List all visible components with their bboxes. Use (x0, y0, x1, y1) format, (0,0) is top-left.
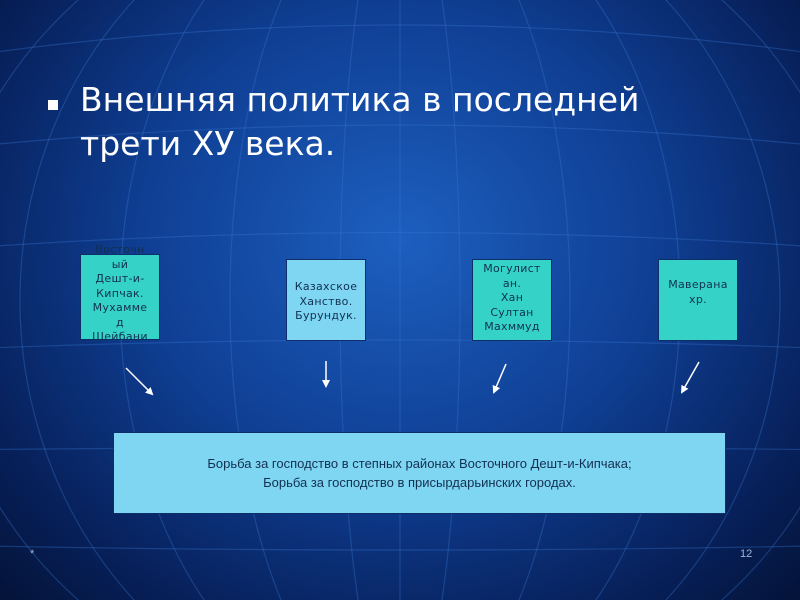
box-line: Бурундук. (295, 309, 357, 322)
box-line: Султан (490, 305, 534, 319)
box-line: д (116, 315, 124, 329)
box-line: Казахское (294, 280, 358, 293)
box-maverannahr (658, 259, 738, 341)
slide-title (80, 78, 640, 166)
bullet-square-icon (48, 100, 58, 110)
box-line: Могулист (483, 262, 541, 275)
box-line: Кипчак. (96, 286, 144, 300)
box-kazakh-khanate (286, 259, 366, 341)
box-moghulistan (472, 259, 552, 341)
result-box (113, 432, 726, 514)
box-line: Мухамме (92, 301, 148, 314)
box-line: Хан (500, 291, 524, 304)
box-line: Восточн (95, 243, 145, 256)
result-line-1: Борьба за господство в степных районах Восточного Дешт-и-Кипчака; (207, 456, 632, 471)
footer-mark: * (30, 548, 35, 560)
box-line: Дешт-и- (95, 272, 145, 285)
slide-title-line-1: Внешняя политика в последней (80, 80, 640, 119)
box-line: Шейбани (92, 330, 148, 343)
box-line: ан. (502, 276, 522, 290)
box-line: Ханство. (299, 294, 353, 308)
box-line: Махммуд (484, 320, 540, 333)
box-line: хр. (689, 292, 707, 306)
result-line-2: Борьба за господство в присырдарьинских городах. (263, 475, 576, 490)
box-line: Маверана (668, 278, 728, 291)
box-east-desht-i-kipchak (80, 243, 160, 343)
page-number: 12 (740, 548, 753, 560)
box-line: ый (111, 257, 129, 271)
slide-title-line-2: трети ХУ века. (80, 124, 336, 163)
